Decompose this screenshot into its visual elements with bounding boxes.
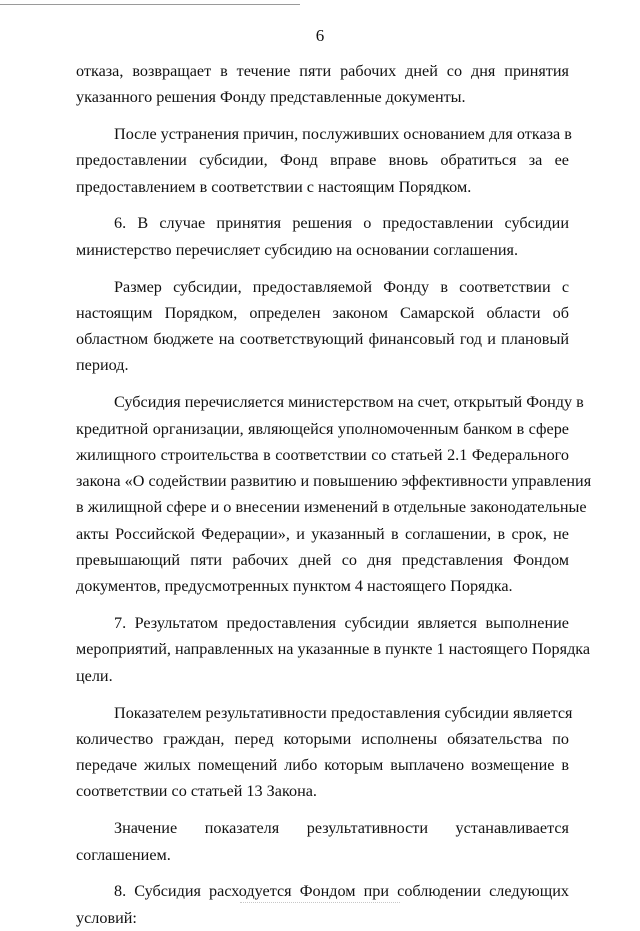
paragraph-gap (76, 263, 569, 274)
text-line: Значение показателя результативности устанавливается (114, 819, 569, 838)
text-line: жилищного строительства в соответствии со статьей 2.1 Федерального (76, 445, 569, 464)
text-line: превышающий пяти рабочих дней со дня представления Фондом (76, 551, 569, 570)
text-line: документов, предусмотренных пунктом 4 настоящего Порядка. (76, 577, 513, 596)
paragraph (76, 58, 569, 111)
text-line: акты Российской Федерации», и указанный в соглашении, в срок, не (76, 524, 569, 543)
text-line: Субсидия перечисляется министерством на счет, открытый Фонду в (114, 393, 584, 412)
paragraph-gap (76, 868, 569, 879)
text-line: 8. Субсидия расходуется Фондом при соблюдении следующих (114, 882, 569, 901)
top-rule (0, 4, 300, 5)
text-line: передаче жилых помещений либо которым выплачено возмещение в (76, 756, 569, 775)
text-line: 7. Результатом предоставления субсидии является выполнение (114, 614, 569, 633)
paragraph-gap (76, 200, 569, 211)
text-line: кредитной организации, являющейся уполномоченным банком в сфере (76, 419, 569, 438)
paragraph-gap (76, 600, 569, 611)
text-line: 6. В случае принятия решения о предоставлении субсидии (114, 214, 569, 233)
text-line: период. (76, 356, 129, 375)
paragraph-gap (76, 111, 569, 122)
page-number: 6 (315, 26, 325, 45)
paragraph (76, 121, 572, 200)
paragraph-gap (76, 689, 569, 700)
paragraph (76, 815, 569, 868)
paragraph (76, 610, 591, 689)
text-line: условий: (76, 908, 137, 927)
paragraph (76, 700, 573, 805)
document-body (76, 58, 592, 931)
text-line: министерство перечисляет субсидию на основании соглашения. (76, 240, 519, 259)
text-line: мероприятий, направленных на указанные в пункте 1 настоящего Порядка (76, 640, 591, 659)
text-line: Размер субсидии, предоставляемой Фонду в соответствии с (114, 277, 569, 296)
text-line: настоящим Порядком, определен законом Самарской области об (76, 303, 569, 322)
bottom-dotted-rule (240, 901, 400, 903)
text-line: предоставлением в соответствии с настоящим Порядком. (76, 177, 472, 196)
paragraph (76, 274, 569, 379)
text-line: Показателем результативности предоставления субсидии является (114, 703, 573, 722)
text-line: предоставлении субсидии, Фонд вправе вновь обратиться за ее (76, 151, 569, 170)
text-line: областном бюджете на соответствующий финансовый год и плановый (76, 330, 569, 349)
paragraph-gap (76, 379, 569, 390)
text-line: закона «О содействии развитию и повышению эффективности управления (76, 472, 592, 491)
text-line: После устранения причин, послуживших основанием для отказа в (114, 125, 572, 144)
text-line: отказа, возвращает в течение пяти рабочих дней со дня принятия (76, 62, 569, 80)
paragraph (76, 210, 569, 263)
text-line: соглашением. (76, 845, 171, 864)
text-line: указанного решения Фонду представленные документы. (76, 88, 466, 107)
text-line: соответствии со статьей 13 Закона. (76, 782, 317, 801)
text-line: в жилищной сфере и о внесении изменений в отдельные законодательные (76, 498, 587, 517)
text-line: количество граждан, перед которыми исполнены обязательства по (76, 729, 569, 748)
text-line: цели. (76, 666, 113, 685)
paragraph (76, 389, 592, 599)
paragraph-gap (76, 805, 569, 816)
